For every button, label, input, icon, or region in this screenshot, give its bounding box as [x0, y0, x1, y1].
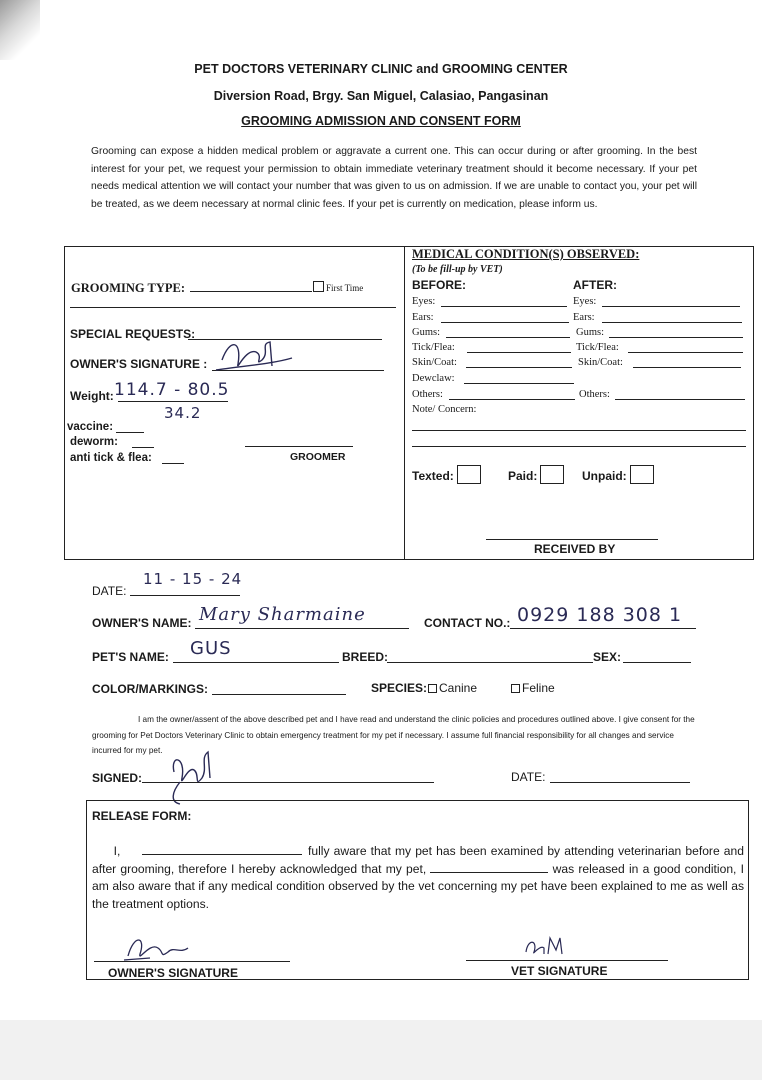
grooming-type-field[interactable]: [190, 291, 312, 292]
anti-tick-label: anti tick & flea:: [70, 452, 152, 464]
feline-checkbox[interactable]: [511, 684, 520, 693]
before-skincoat-field[interactable]: [466, 367, 572, 368]
before-gums-field[interactable]: [446, 337, 570, 338]
weight-label: Weight:: [70, 389, 114, 403]
weight-handwritten: 114.7 - 80.5: [114, 380, 230, 400]
sex-field[interactable]: [623, 662, 691, 663]
breed-field[interactable]: [387, 662, 593, 663]
first-time-option[interactable]: [313, 281, 363, 293]
note-line-2[interactable]: [412, 446, 746, 447]
after-gums-field[interactable]: [609, 337, 743, 338]
clinic-name: PET DOCTORS VETERINARY CLINIC and GROOMING CENTER: [194, 62, 568, 76]
after-tickflea-label: Tick/Flea:: [576, 342, 619, 353]
before-dewclaw-field[interactable]: [464, 383, 574, 384]
after-label: AFTER:: [573, 278, 617, 292]
after-skincoat-label: Skin/Coat:: [578, 357, 623, 368]
release-title: RELEASE FORM:: [92, 809, 192, 823]
before-ears-field[interactable]: [441, 322, 569, 323]
before-eyes-field[interactable]: [441, 306, 567, 307]
first-time-checkbox[interactable]: [313, 281, 324, 292]
unpaid-option[interactable]: [582, 465, 654, 484]
received-by-label: RECEIVED BY: [534, 542, 616, 556]
vet-signature-label: VET SIGNATURE: [511, 964, 608, 978]
canine-label: Canine: [439, 681, 478, 695]
vet-signature-scribble: [522, 932, 572, 960]
release-text-mid: fully aware that my pet has been examined by attending veterinarian before and after grooming, therefore I hereby acknowledged that my pet,: [92, 844, 744, 876]
texted-checkbox[interactable]: [457, 465, 481, 484]
consent-date-label: DATE:: [511, 770, 546, 784]
medical-conditions-title: MEDICAL CONDITION(S) OBSERVED:: [412, 247, 640, 261]
before-tickflea-field[interactable]: [467, 352, 571, 353]
pet-name-handwritten: GUS: [190, 638, 232, 659]
after-tickflea-field[interactable]: [628, 352, 743, 353]
scan-bottom-edge: [0, 1020, 762, 1080]
sex-label: SEX:: [593, 650, 622, 664]
feline-option[interactable]: [511, 681, 555, 695]
after-skincoat-field[interactable]: [633, 367, 741, 368]
vet-fill-note: (To be fill-up by VET): [412, 264, 503, 275]
before-label: BEFORE:: [412, 278, 466, 292]
box-divider: [404, 246, 405, 559]
before-others-label: Others:: [412, 389, 443, 400]
owner-signature-label: OWNER'S SIGNATURE :: [70, 357, 208, 371]
release-owner-name-field[interactable]: [142, 843, 302, 855]
vaccine-label: vaccine:: [67, 421, 114, 433]
release-owner-signature-label: OWNER'S SIGNATURE: [108, 966, 238, 980]
contact-field[interactable]: [510, 628, 696, 629]
consent-signature-scribble: [160, 748, 220, 808]
after-ears-field[interactable]: [602, 322, 742, 323]
clinic-address: Diversion Road, Brgy. San Miguel, Calasiao, Pangasinan: [213, 89, 549, 103]
release-text-start: I,: [113, 844, 121, 858]
note-line-1[interactable]: [412, 430, 746, 431]
owner-name-handwritten: Mary Sharmaine: [199, 604, 366, 625]
species-label: SPECIES:: [371, 681, 428, 695]
before-dewclaw-label: Dewclaw:: [412, 373, 455, 384]
weight-handwritten-2: 34.2: [164, 404, 202, 422]
release-paragraph: [92, 843, 744, 913]
owner-signature-scribble: [212, 330, 297, 380]
after-eyes-label: Eyes:: [573, 296, 597, 307]
feline-label: Feline: [522, 681, 555, 695]
note-concern-label: Note/ Concern:: [412, 404, 477, 415]
vet-signature-line[interactable]: [466, 960, 668, 961]
contact-label: CONTACT NO.:: [424, 616, 511, 630]
groomer-signature-line[interactable]: [245, 446, 353, 447]
color-markings-label: COLOR/MARKINGS:: [92, 682, 208, 696]
grooming-type-label: GROOMING TYPE:: [71, 281, 186, 295]
canine-checkbox[interactable]: [428, 684, 437, 693]
date-label: DATE:: [92, 584, 127, 598]
after-others-label: Others:: [579, 389, 610, 400]
texted-label: Texted:: [412, 469, 454, 483]
pet-name-label: PET'S NAME:: [92, 650, 169, 664]
canine-option[interactable]: [428, 681, 477, 695]
groomer-label: GROOMER: [290, 451, 346, 463]
paid-checkbox[interactable]: [540, 465, 564, 484]
unpaid-label: Unpaid:: [582, 469, 627, 483]
consent-date-field[interactable]: [550, 782, 690, 783]
owner-name-field[interactable]: [195, 628, 409, 629]
deworm-field[interactable]: [132, 447, 154, 448]
after-others-field[interactable]: [615, 399, 745, 400]
consent-text: I am the owner/assent of the above described pet and I have read and understand the clinic policies and procedures outlined above. I give consent for the grooming for Pet Doctors Veterinary Clinic to obtain emergency treatment for my pet if necessary. I assume full financial responsibility for all changes and service incurred for my pet.: [92, 715, 695, 755]
grooming-type-extra-line[interactable]: [70, 307, 396, 308]
after-eyes-field[interactable]: [602, 306, 740, 307]
release-text-end: was released in a good condition, I am also aware that if any medical condition observed by the vet concerning my pet have been explained to me as well as the treatment options.: [92, 861, 744, 911]
signed-label: SIGNED:: [92, 771, 143, 785]
texted-option[interactable]: [412, 465, 481, 484]
date-field[interactable]: [130, 595, 240, 596]
release-owner-signature-scribble: [120, 930, 200, 966]
form-title: GROOMING ADMISSION AND CONSENT FORM: [241, 114, 521, 128]
before-others-field[interactable]: [449, 399, 575, 400]
deworm-label: deworm:: [70, 436, 118, 448]
date-handwritten: 11 - 15 - 24: [143, 570, 243, 588]
before-gums-label: Gums:: [412, 327, 441, 338]
first-time-label: First Time: [326, 283, 364, 293]
special-requests-label: SPECIAL REQUESTS:: [70, 327, 196, 341]
paid-option[interactable]: [508, 465, 564, 484]
contact-handwritten: 0929 188 308 1: [517, 604, 683, 626]
anti-tick-field[interactable]: [162, 463, 184, 464]
unpaid-checkbox[interactable]: [630, 465, 654, 484]
before-ears-label: Ears:: [412, 312, 434, 323]
after-ears-label: Ears:: [573, 312, 595, 323]
scan-corner-shadow: [0, 0, 40, 60]
intro-paragraph: Grooming can expose a hidden medical problem or aggravate a current one. This can occur during or after grooming. In the best interest for your pet, we request your permission to obtain immediate veterinary treatment should it become necessary. If your pet needs medical attention we will contact your number that was given to us on admission. If we are unable to contact you, your pet will be treated, as we deem necessary at normal clinic fees. If your pet is currently on medication, please inform us.: [91, 146, 697, 210]
breed-label: BREED:: [342, 650, 389, 664]
received-by-line[interactable]: [486, 539, 658, 540]
weight-field[interactable]: [118, 401, 228, 402]
vaccine-field[interactable]: [116, 432, 144, 433]
pet-name-field[interactable]: [173, 662, 339, 663]
before-tickflea-label: Tick/Flea:: [412, 342, 455, 353]
release-pet-name-field[interactable]: [430, 861, 548, 873]
color-markings-field[interactable]: [212, 694, 346, 695]
after-gums-label: Gums:: [576, 327, 605, 338]
owner-name-label: OWNER'S NAME:: [92, 616, 192, 630]
before-skincoat-label: Skin/Coat:: [412, 357, 457, 368]
before-eyes-label: Eyes:: [412, 296, 436, 307]
paid-label: Paid:: [508, 469, 538, 483]
